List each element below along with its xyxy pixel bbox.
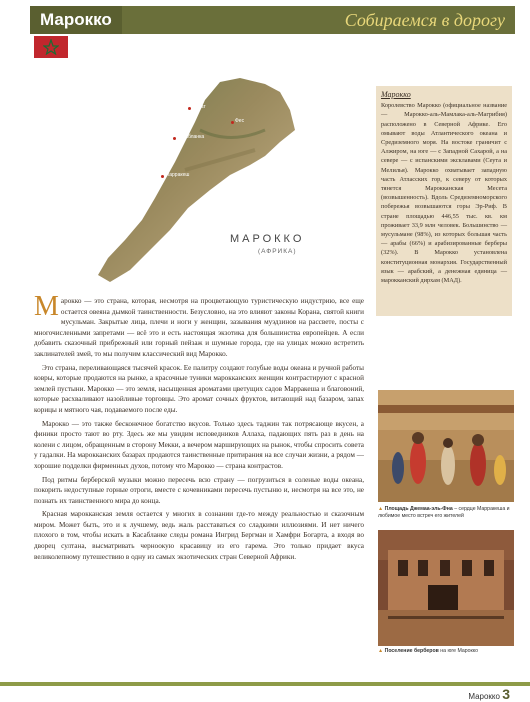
section-title: Марокко	[30, 6, 122, 34]
page-header	[30, 6, 515, 34]
footer-rule	[0, 682, 530, 686]
market-square-photo	[378, 390, 514, 502]
country-info-box	[376, 86, 512, 316]
berber-village-photo	[378, 530, 514, 646]
infobox-title: Марокко	[381, 90, 411, 99]
article-body	[34, 291, 364, 565]
morocco-flag-icon	[34, 36, 68, 58]
drop-cap: М	[34, 291, 59, 322]
morocco-map	[90, 70, 360, 285]
city-label: Рабат	[192, 104, 206, 110]
paragraph: арокко — это страна, которая, несмотря на процветающую туристическую индустрию, все еще остается овеяна дымкой таинственности. Безусловно, на это влияют законы Корана, святой книги мусульман. Закрытые лица, плечи и ноги у женщин, зазывания муэдзинов на рассвете, посты с многочисленными запретами — всё это и есть настоящая экзотика для большинства европейцев. А если добавить сказочный прибрежный или горный пейзаж и шумные города, где на улицах можно встретить заклинателей змей, то мы получим классический вид Марокко.	[34, 297, 364, 358]
city-label: Фес	[235, 118, 245, 124]
page-number: 3	[502, 686, 510, 702]
paragraph: Красная марокканская земля остается у многих в сознании где-то между реальностью и сказочным миром. Может быть, это и к лучшему, ведь жаль расставаться со сладкими иллюзиями. И нет ничего плохого в том, чтобы искать в Касабланке следы романа Ингрид Бергман и Хамфри Богарта, а входя во дворец султана, высматривать черноокую красавицу из его гарема. Это только придает вкуса великолепному путешествию в одну из самых экзотических стран Северной Африки.	[34, 510, 364, 561]
city-label: Марракеш	[165, 172, 190, 178]
photo-caption: ▲ Площадь Джемаа-эль-Фна – сердце Марракеша и любимое место встреч его жителей	[378, 506, 510, 519]
city-label: Касабланка	[177, 134, 205, 140]
map-title: МАРОККО	[230, 233, 305, 245]
paragraph: Это страна, переливающаяся тысячей красок. Ее палитру создают голубые воды океана и ручной работы ковры, которые продаются на рынке, а красочные туники марокканских женщин контрастируют с красной землей пустыни. Марокко — это земля, насыщенная ароматами цветущих садов Марракеша и благовоний, которые расхваливают назойливые торговцы. Это аромат сочных фруктов, витающий над базаром, запах корицы и мятного чая, подаваемого после еды.	[34, 363, 364, 414]
footer-label: Марокко	[468, 692, 500, 701]
photo-caption: ▲ Поселение берберов на юге Марокко	[378, 648, 478, 654]
paragraph: Марокко — это также бесконечное богатство вкусов. Только здесь таджин так потрясающе вкусен, а финики просто тают во рту. Здесь же мы увидим исповедников Аллаха, падающих пять раз в день на колени с лицом, обращенным в сторону Мекки, а вечером марширующих на рынок, чтобы спросить совета у гадалки. На марокканских базарах продаются таинственные притирания на все случаи жизни, а рядом — хорошие подделки фирменных духов, потому что Марокко — страна контрастов.	[34, 419, 364, 470]
infobox-text: Королевство Марокко (официальное название — Марокко-аль-Мамлака-аль-Магрибия) расположено в Северной Африке. Его омывают воды Атлантического океана и Средиземного моря. На востоке граничит с Алжиром, на юге — с Западной Сахарой, а на севере — с испанскими эксклавами (Сеута и Мелилья). Марокко охватывает западную часть Атласских гор, к северу от которых тянется Марокканская Месета (возвышенность). Вдоль Средиземноморского побережья возвышаются горы Эр-Риф. В стране площадью 446,55 тыс. кв. км проживает 33,9 млн человек. Большинство — мусульмане (98%), из которых большая часть — арабы (66%) и арабизированные берберы (32%). В Марокко установлена конституционная монархия. Государственный язык — арабский, а денежная единица — марокканский дирхам (МАД).	[381, 102, 507, 285]
chapter-title: Собираемся в дорогу	[344, 10, 505, 30]
paragraph: Под ритмы берберской музыки можно пересечь всю страну — погрузиться в соленые воды океана, покорить недоступные горные отроги, вместе с кочевниками пересечь пустыню и, несмотря на все это, не познать их таинственного мира до конца.	[34, 475, 364, 505]
map-subtitle: (АФРИКА)	[258, 248, 297, 255]
